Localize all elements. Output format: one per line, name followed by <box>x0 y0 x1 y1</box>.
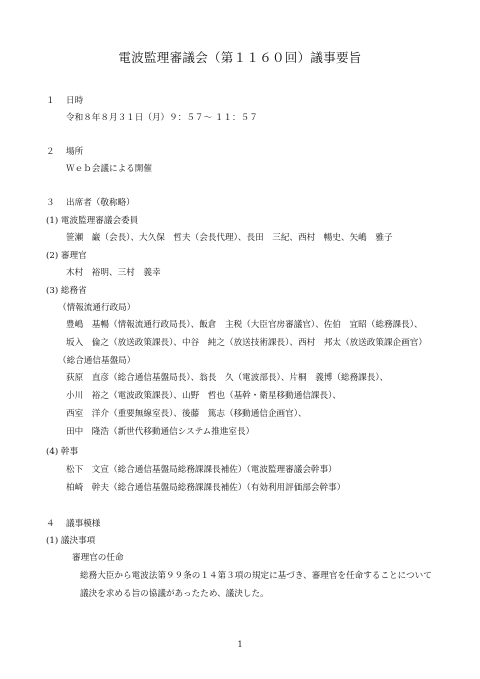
section-3-group-4-label: (4) 幹事 <box>46 447 79 457</box>
section-3-subgroup-2-line-1: 荻原 直彦（総合通信基盤局長）、翁長 久（電波部長）、片桐 義博（総務課長）、 <box>66 373 389 383</box>
section-3-group-4-line-2: 柏崎 幹夫（総合通信基盤局総務課課長補佐）（有効利用評価部会幹事） <box>66 483 346 493</box>
section-3-number: ３ <box>46 198 55 208</box>
section-3-subgroup-2-label: （総合通信基盤局） <box>58 356 136 366</box>
section-4-body-line-2: 議決を求める旨の協議があったため、議決した。 <box>80 589 269 599</box>
section-3-subgroup-1-label: （情報流通行政局） <box>58 303 136 313</box>
section-4-item-title: 審理官の任命 <box>72 553 124 563</box>
section-3-heading: 出席者（敬称略） <box>66 198 135 208</box>
section-3-subgroup-2-line-4: 田中 隆浩（新世代移動通信システム推進室長） <box>66 427 255 437</box>
section-3-group-2-members: 木村 裕明、三村 義幸 <box>66 268 161 278</box>
section-3-subgroup-2-line-3: 西室 洋介（重要無線室長）、後藤 篤志（移動通信企画官）、 <box>66 409 307 419</box>
section-4-body-line-1: 総務大臣から電波法第９９条の１４第３項の規定に基づき、審理官を任命することについて <box>80 571 432 581</box>
page-title: 電波監理審議会（第１１６０回）議事要旨 <box>118 50 362 65</box>
section-1-heading: 日時 <box>66 96 84 106</box>
section-3-group-2-label: (2) 審理官 <box>46 251 87 261</box>
section-3-group-4-line-1: 松下 文宣（総合通信基盤局総務課課長補佐）（電波監理審議会幹事） <box>66 465 337 475</box>
section-4-heading: 議事模様 <box>66 519 101 529</box>
section-4-group-1-label: (1) 議決事項 <box>46 536 96 546</box>
section-1-text: 令和８年８月３１日（月）９：５７～ １１：５７ <box>66 113 258 123</box>
section-2-number: ２ <box>46 147 55 157</box>
section-3-subgroup-1-line-2: 坂入 倫之（放送政策課長）、中谷 純之（放送技術課長）、西村 邦太（放送政策課企画官） <box>66 338 427 348</box>
section-1-number: １ <box>46 96 55 106</box>
section-3-group-1-label: (1) 電波監理審議会委員 <box>46 216 139 226</box>
section-3-subgroup-1-line-1: 豊嶋 基暢（情報流通行政局長）、飯倉 主税（大臣官房審議官）、佐伯 宜昭（総務課長）、 <box>66 320 423 330</box>
section-3-group-3-label: (3) 総務省 <box>46 286 87 296</box>
page-number: 1 <box>237 640 243 649</box>
section-3-subgroup-2-line-2: 小川 裕之（電波政策課長）、山野 哲也（基幹・衛星移動通信課長）、 <box>66 391 341 401</box>
section-4-number: ４ <box>46 519 55 529</box>
section-2-text: Ｗｅｂ会議による開催 <box>66 164 152 174</box>
section-3-group-1-members: 笹瀬 巌（会長）、大久保 哲夫（会長代理）、長田 三紀、西村 暢史、矢嶋 雅子 <box>66 233 393 243</box>
section-2-heading: 場所 <box>66 147 84 157</box>
